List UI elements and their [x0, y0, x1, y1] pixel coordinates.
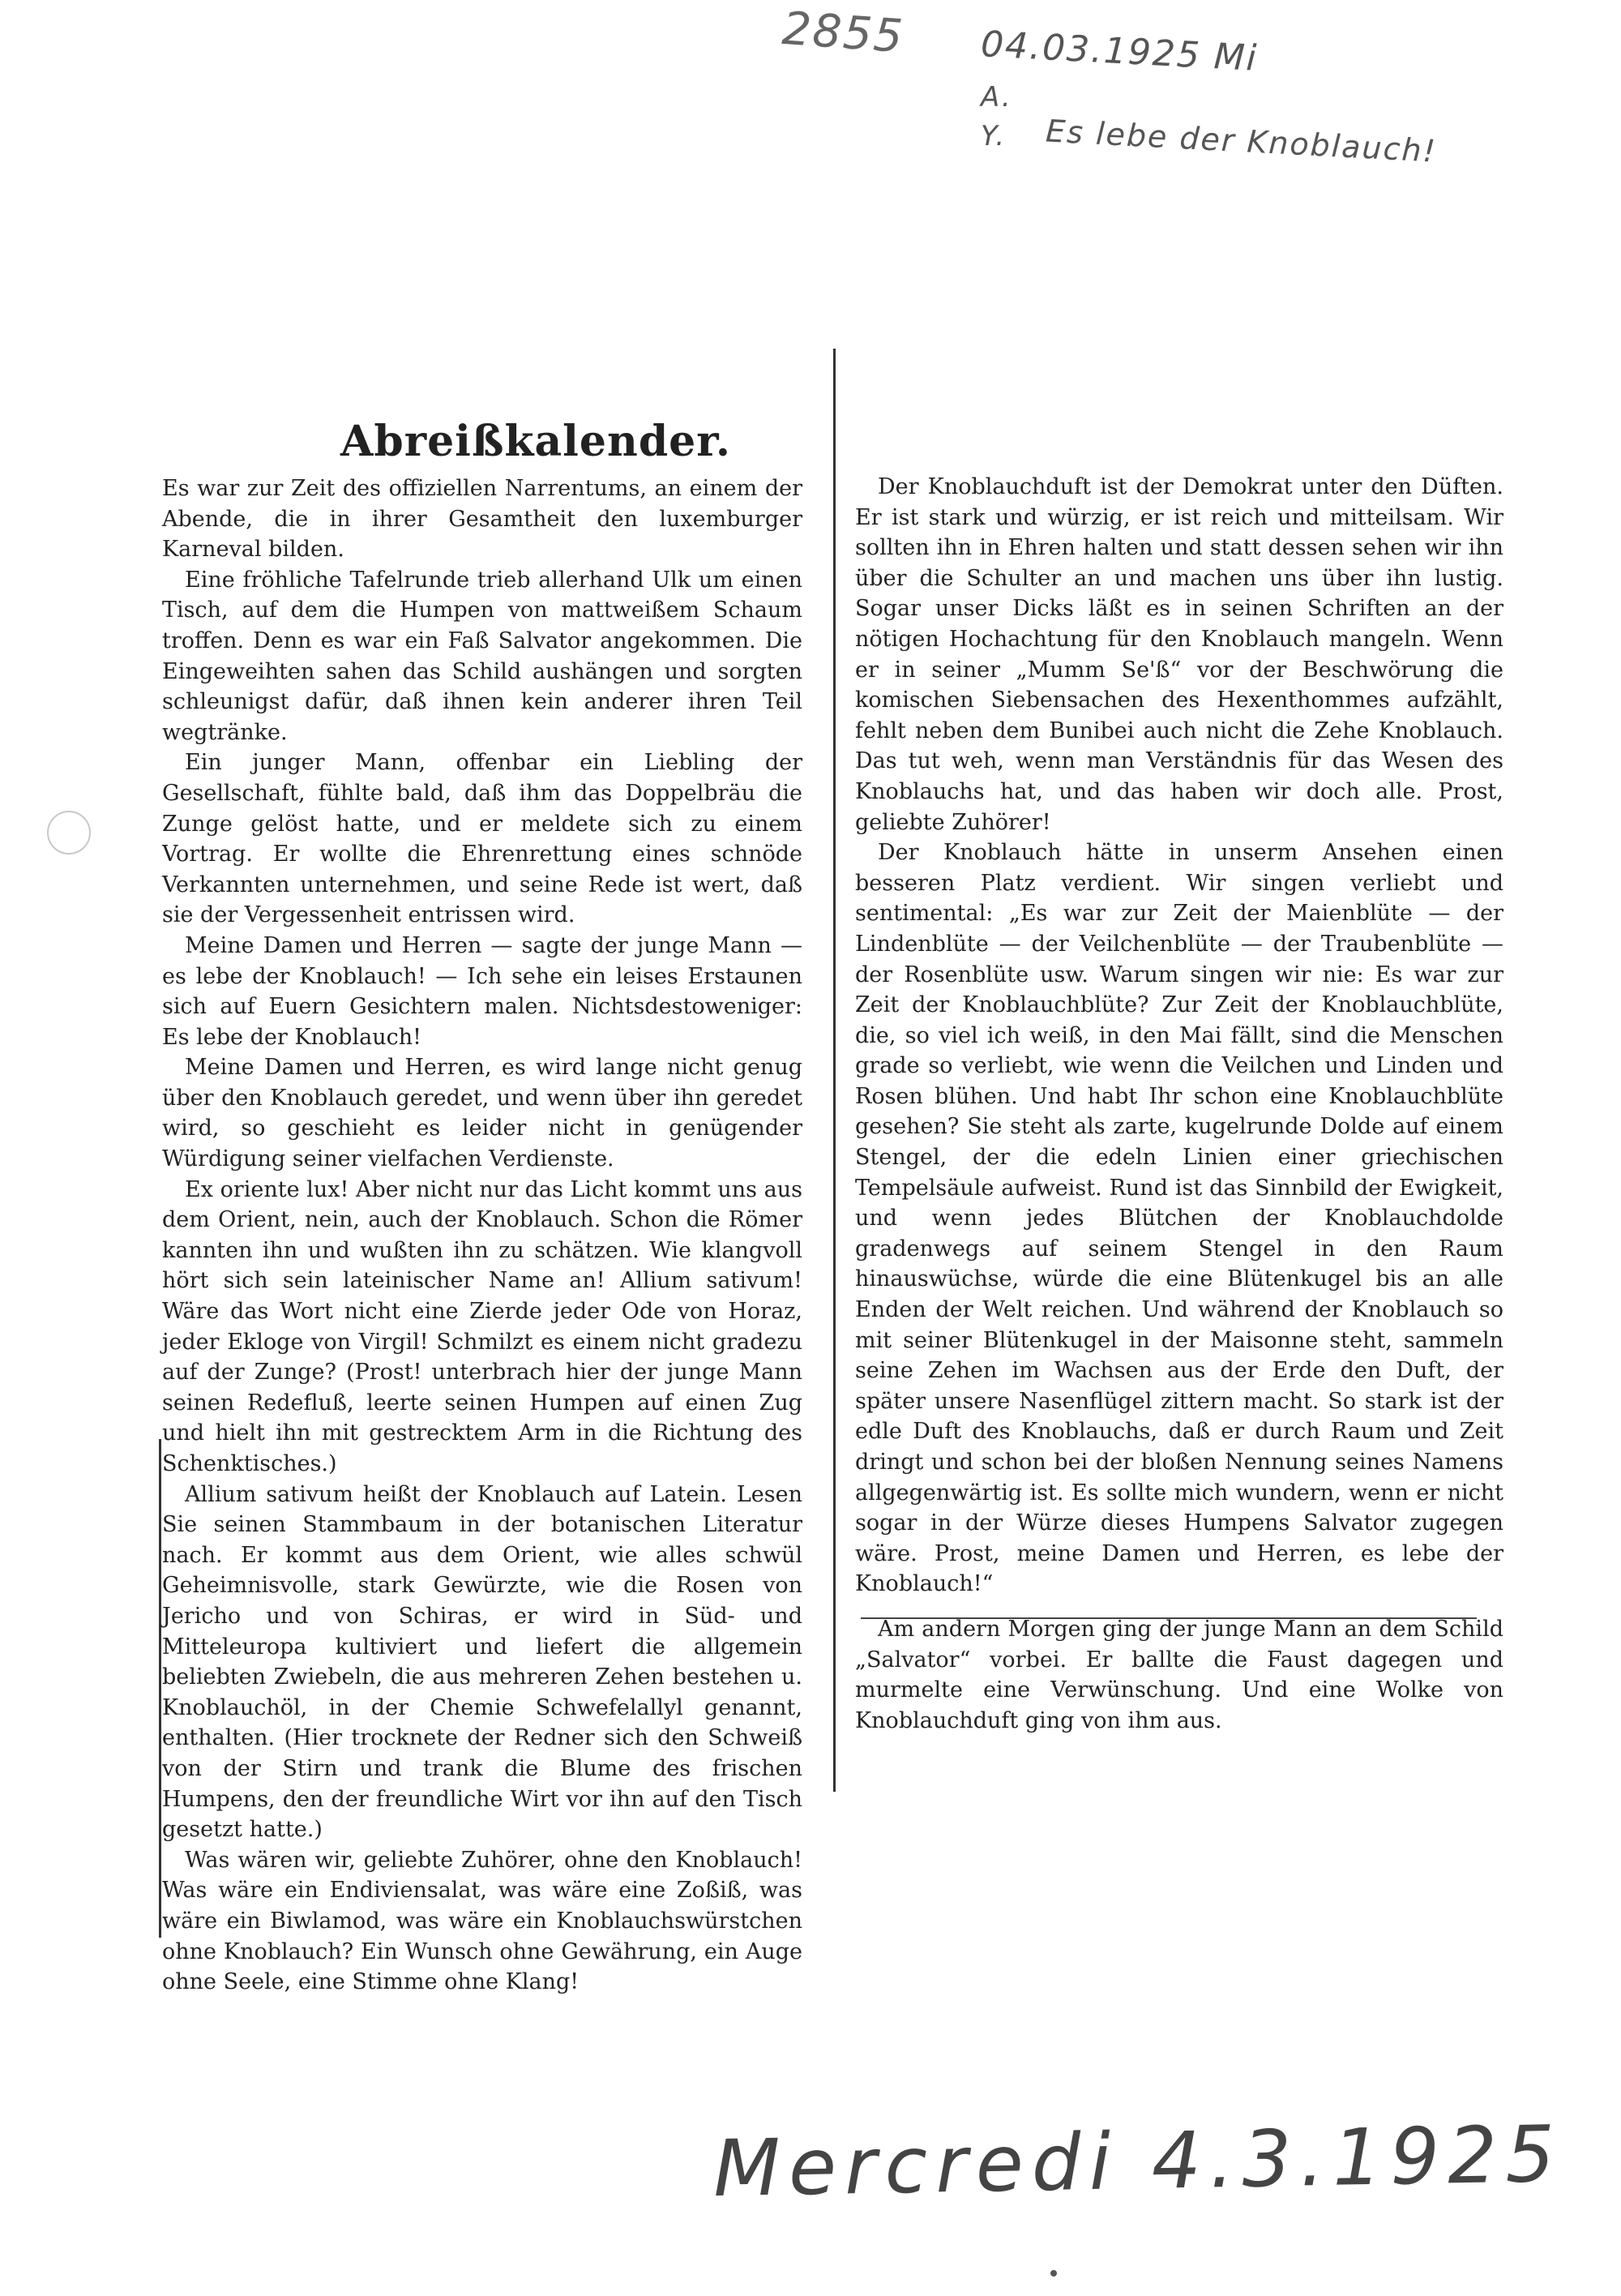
ink-dot [1050, 2270, 1057, 2277]
mark-y: Y. [981, 120, 1007, 152]
paragraph: Allium sativum heißt der Knoblauch auf Latein. Lesen Sie seinen Stammbaum in der botanischen Literatur nach. Er kommt aus dem Orient, wie alles schwül Geheimnisvolle, stark Gewürzte, wie die Rosen von Jericho und von Schiras, er wird in Süd- und Mitteleuropa kultiviert und liefert die allgemein beliebten Zwiebeln, die aus mehreren Zehen bestehen u. Knoblauchöl, in der Chemie Schwefelallyl genannt, enthalten. (Hier trocknete der Redner sich den Schweiß von der Stirn und trank die Blume des frischen Humpens, den der freundliche Wirt vor ihn auf den Tisch gesetzt hatte.) [162, 1481, 802, 1843]
paragraph: Meine Damen und Herren, es wird lange nicht genug über den Knoblauch geredet, und wenn über ihn geredet wird, so geschieht es leider nicht in genügender Würdigung seiner vielfachen Verdienste. [162, 1055, 802, 1172]
quote-note: Es lebe der Knoblauch! [1045, 113, 1438, 169]
paragraph: Am andern Morgen ging der junge Mann an dem Schild „Salvator“ vorbei. Er ballte die Faust dagegen und murmelte eine Verwünschung. Und eine Wolke von Knoblauchduft ging von ihm aus. [855, 1616, 1503, 1733]
column-divider [833, 349, 836, 1792]
paragraph: Es war zur Zeit des offiziellen Narrentums, an einem der Abende, die in ihrer Gesamtheit den luxemburger Karneval bilden. [162, 476, 802, 563]
archive-number: 2855 [780, 2, 906, 64]
article-title: Abreißkalender. [340, 417, 731, 466]
paragraph: Was wären wir, geliebte Zuhörer, ohne den Knoblauch! Was wäre ein Endiviensalat, was wäre eine Zoßiß, was wäre ein Biwlamod, was wäre ein Knoblauchswürstchen ohne Knoblauch? Ein Wunsch ohne Gewährung, ein Auge ohne Seele, eine Stimme ohne Klang! [162, 1847, 802, 1995]
paragraph: Eine fröhliche Tafelrunde trieb allerhand Ulk um einen Tisch, auf dem die Humpen von mattweißem Schaum troffen. Denn es war ein Faß Salvator angekommen. Die Eingeweihten sahen das Schild aushängen und sorgten schleunigst dafür, daß ihnen kein anderer ihren Teil wegtränke. [162, 567, 802, 745]
paragraph: Der Knoblauch hätte in unserm Ansehen einen besseren Platz verdient. Wir singen verliebt und sentimental: „Es war zur Zeit der Maienblüte — der Lindenblüte — der Veilchenblüte — der Traubenblüte — der Rosenblüte usw. Warum singen wir nie: Es war zur Zeit der Knoblauchblüte? Zur Zeit der Knoblauchblüte, die, so viel ich weiß, in den Mai fällt, sind die Menschen grade so verliebt, wie wenn die Veilchen und Linden und Rosen blühen. Und habt Ihr schon eine Knoblauchblüte gesehen? Sie steht als zarte, kugelrunde Dolde auf einem Stengel, der die edeln Linien einer griechischen Tempelsäule aufweist. Rund ist das Sinnbild der Ewigkeit, und wenn jedes Blütchen der Knoblauchdolde gradenwegs auf seinem Stengel in den Raum hinauswüchse, würde die eine Blütenkugel bis an alle Enden der Welt reichen. Und während der Knoblauch so mit seiner Blütenkugel in der Maisonne steht, sammeln seine Zehen im Wachsen aus der Erde den Duft, der später unsere Nasenflügel zittern macht. So stark ist der edle Duft des Knoblauchs, daß er durch Raum und Zeit dringt und schon bei der bloßen Nennung seines Namens allgegenwärtig ist. Es sollte mich wundern, wenn er nicht sogar in der Würze dieses Humpens Salvator zugegen wäre. Prost, meine Damen und Herren, es lebe der Knoblauch!“ [855, 840, 1503, 1597]
date-note: 04.03.1925 Mi [979, 24, 1260, 79]
bottom-handwritten-date: Mercredi 4.3.1925 [712, 2108, 1564, 2215]
mark-a: A. [981, 81, 1012, 114]
article-left-column [162, 413, 802, 1998]
paragraph: Der Knoblauchduft ist der Demokrat unter den Düften. Er ist stark und würzig, er ist reich und mitteilsam. Wir sollten ihn in Ehren halten und statt dessen sehen wir ihn über die Schulter an und machen uns über ihn lustig. Sogar unser Dicks läßt es in seinen Schriften an der nötigen Hochachtung für den Knoblauch mangeln. Wenn er in seiner „Mumm Se'ß“ vor der Beschwörung die komischen Siebensachen des Hexenthommes aufzählt, fehlt neben dem Bunibei auch nicht die Zehe Knoblauch. Das tut weh, wenn man Verständnis für das Wesen des Knoblauchs hat, und das haben wir doch alle. Prost, geliebte Zuhörer! [855, 474, 1503, 835]
margin-mark [159, 1439, 161, 1938]
paragraph: Ex oriente lux! Aber nicht nur das Licht kommt uns aus dem Orient, nein, auch der Knoblauch. Schon die Römer kannten ihn und wußten ihn zu schätzen. Wie klangvoll hört sich sein lateinischer Name an! Allium sativum! Wäre das Wort nicht eine Zierde jeder Ode von Horaz, jeder Ekloge von Virgil! Schmilzt es einem nicht gradezu auf der Zunge? (Prost! unterbrach hier der junge Mann seinen Redefluß, leerte seinen Humpen auf einen Zug und hielt ihn mit gestrecktem Arm in die Richtung des Schenktisches.) [162, 1176, 802, 1476]
paragraph: Meine Damen und Herren — sagte der junge Mann — es lebe der Knoblauch! — Ich sehe ein leises Erstaunen sich auf Euern Gesichtern malen. Nichtsdestoweniger: Es lebe der Knoblauch! [162, 932, 802, 1050]
article-right-column [855, 472, 1503, 1736]
punch-hole [47, 811, 91, 855]
paragraph: Ein junger Mann, offenbar ein Liebling der Gesellschaft, fühlte bald, daß ihm das Doppelbräu die Zunge gelöst hatte, und er meldete sich zu einem Vortrag. Er wollte die Ehrenrettung eines schnöde Verkannten unternehmen, und seine Rede ist wert, daß sie der Vergessenheit entrissen wird. [162, 750, 802, 928]
